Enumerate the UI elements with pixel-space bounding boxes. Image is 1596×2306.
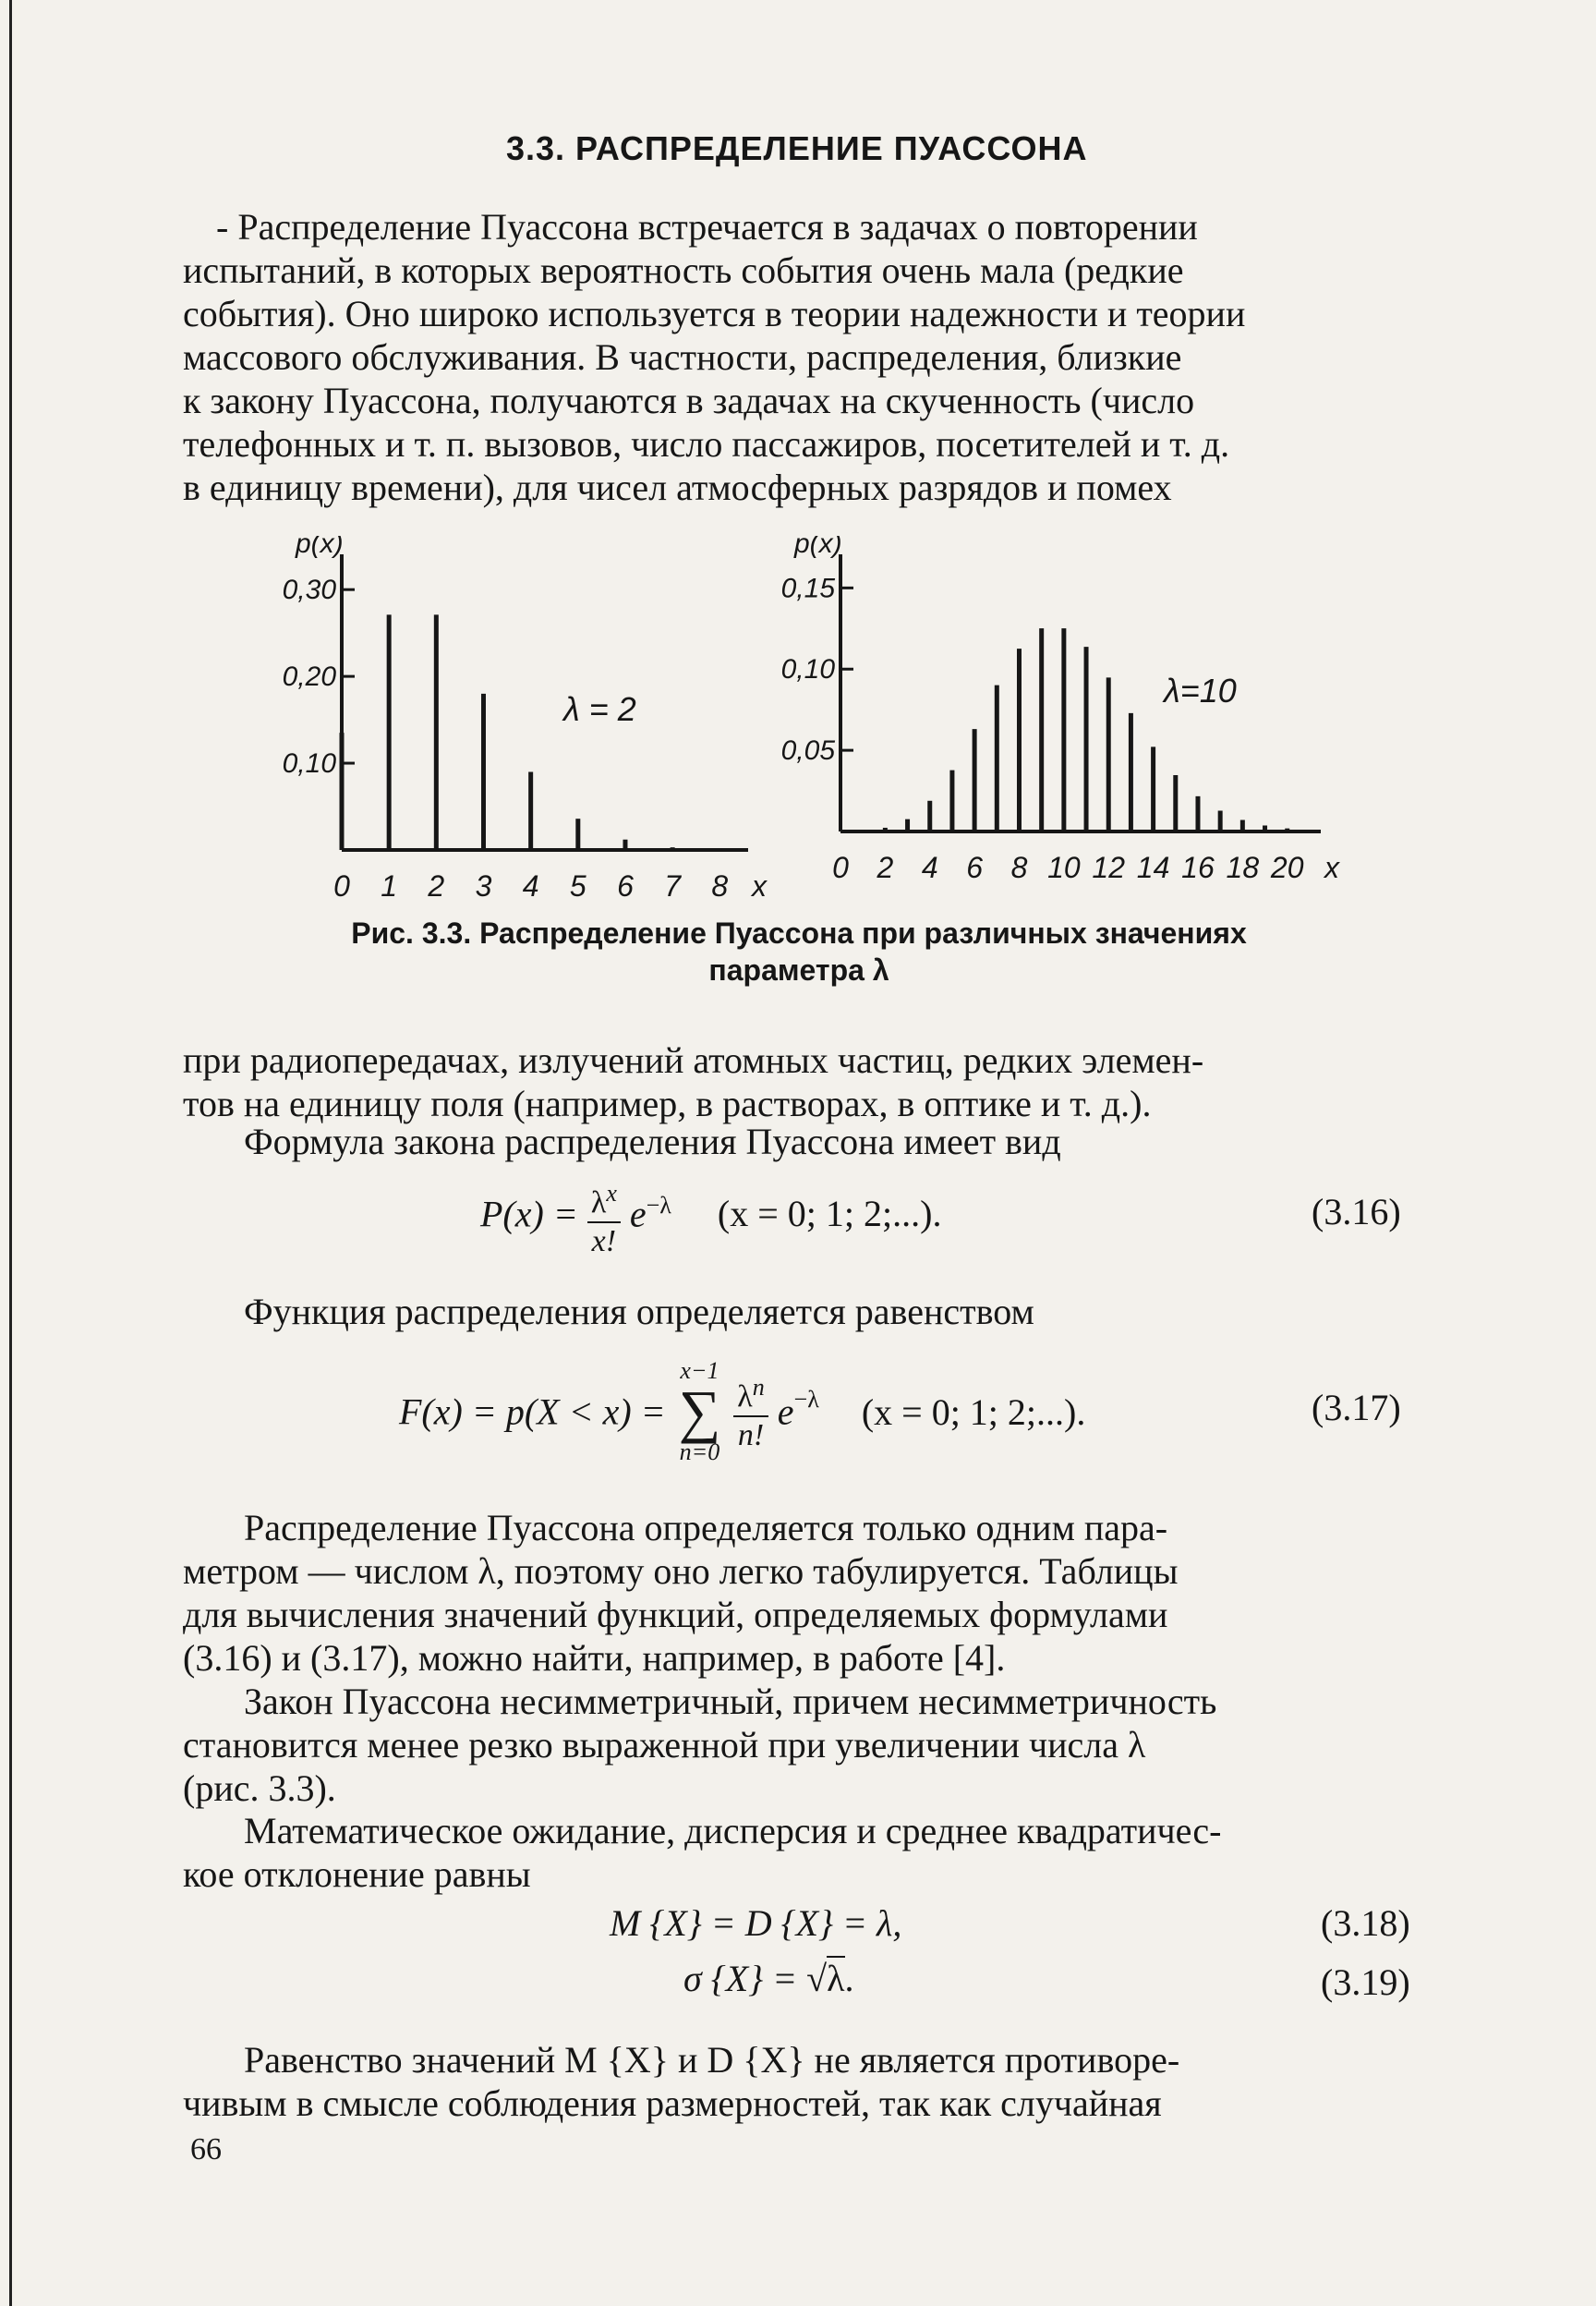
paragraph-3: Формула закона распределения Пуассона имеет вид (244, 1121, 1061, 1162)
text-line: Закон Пуассона несимметричный, причем несимметричность (244, 1681, 1217, 1722)
eq-fraction: $\frac{\lambda^n}{n!}$ (733, 1369, 768, 1454)
text-line: для вычисления значений функций, определяемых формулами (183, 1594, 1168, 1635)
x-tick-label: 12 (1092, 851, 1126, 884)
lambda-label: λ = 2 (563, 690, 636, 728)
equation-3-18: M {X} = D {X} = λ, (610, 1902, 902, 1944)
y-tick-label: 0,10 (282, 748, 336, 780)
paragraph-4: Функция распределения определяется равенством (244, 1291, 1034, 1332)
x-tick-label: 20 (1270, 851, 1304, 884)
text-line: метром — числом λ, поэтому оно легко табулируется. Таблицы (183, 1550, 1179, 1592)
equation-3-16: P(x) = $\frac{\lambda^x}{x!}$ $e^{-\lambda}$ (x = 0; 1; 2;...). (480, 1175, 941, 1260)
text-line: тов на единицу поля (например, в растворах, в оптике и т. д.). (183, 1083, 1152, 1124)
text-line: испытаний, в которых вероятность события очень мала (редкие (183, 249, 1184, 291)
x-tick-label: 5 (569, 869, 586, 903)
paragraph-2 (183, 1038, 1411, 1125)
poisson-charts (259, 536, 1348, 924)
text-line: Распределение Пуассона определяется только одним пара- (244, 1507, 1168, 1548)
y-tick-label: 0,05 (780, 735, 835, 767)
equation-number: (3.16) (1312, 1191, 1401, 1232)
x-tick-label: 6 (966, 851, 984, 884)
text-line: кое отклонение равны (183, 1853, 531, 1895)
paragraph-7 (183, 1809, 1411, 1896)
text-line: (3.16) и (3.17), можно найти, например, в работе [4]. (183, 1637, 1006, 1679)
figure-3-3 (259, 536, 1348, 924)
eq-condition: (x = 0; 1; 2;...). (717, 1193, 942, 1235)
text-line: массового обслуживания. В частности, распределения, близкие (183, 336, 1182, 378)
x-tick-label: 4 (522, 869, 539, 903)
page-number: 66 (190, 2132, 222, 2166)
text-line: события). Оно широко используется в теории надежности и теории (183, 293, 1246, 334)
y-tick-label: 0,10 (780, 654, 835, 686)
x-tick-label: 2 (877, 851, 894, 884)
x-tick-label: 18 (1226, 851, 1260, 884)
eq-condition: (x = 0; 1; 2;...). (861, 1390, 1086, 1433)
paragraph-8 (183, 2038, 1411, 2125)
x-tick-label: 16 (1181, 851, 1215, 884)
x-axis-label: x (1324, 851, 1339, 884)
x-tick-label: 8 (711, 869, 729, 903)
x-tick-label: 14 (1136, 851, 1170, 884)
paragraph-6 (183, 1680, 1411, 1810)
lambda-label: λ=10 (1164, 672, 1237, 710)
x-tick-label: 8 (1010, 851, 1028, 884)
text-line: в единицу времени), для чисел атмосферных разрядов и помех (183, 467, 1172, 508)
eq-lhs: P(x) = (480, 1193, 578, 1235)
equation-number: (3.19) (1321, 1961, 1410, 2003)
scan-left-edge (9, 0, 12, 2306)
text-line: - Распределение Пуассона встречается в задачах о повторении (216, 206, 1198, 248)
caption-line-1: Рис. 3.3. Распределение Пуассона при различных значениях (351, 916, 1247, 950)
caption-line-2: параметра λ (708, 953, 889, 987)
x-tick-label: 4 (921, 851, 938, 884)
eq-lhs: F(x) = p(X < x) = (399, 1390, 666, 1433)
eq-fraction: $\frac{\lambda^x}{x!}$ (587, 1175, 621, 1260)
y-tick-label: 0,15 (780, 573, 835, 604)
text-line: (рис. 3.3). (183, 1767, 336, 1809)
text-line: к закону Пуассона, получаются в задачах на скученность (число (183, 380, 1195, 421)
text-line: при радиопередачах, излучений атомных частиц, редких элемен- (183, 1039, 1204, 1081)
paragraph-1 (183, 205, 1411, 509)
x-tick-label: 0 (832, 851, 849, 884)
x-tick-label: 3 (475, 869, 492, 903)
sum-symbol: x−1 ∑ n=0 (678, 1357, 721, 1465)
x-tick-label: 6 (617, 869, 634, 903)
equation-3-17: F(x) = p(X < x) = x−1 ∑ n=0 $\frac{\lambda^n}{n!}$ $e^{-\lambda}$ (x = 0; 1; 2;...). (399, 1357, 1086, 1465)
equation-number: (3.18) (1321, 1902, 1410, 1944)
y-axis-label: p(x) (296, 536, 344, 559)
equation-number: (3.17) (1312, 1387, 1401, 1428)
figure-caption (277, 915, 1321, 989)
x-tick-label: 7 (664, 869, 682, 903)
text-line: становится менее резко выраженной при увеличении числа λ (183, 1724, 1146, 1766)
x-tick-label: 2 (428, 869, 445, 903)
x-tick-label: 10 (1047, 851, 1081, 884)
section-title: 3.3. РАСПРЕДЕЛЕНИЕ ПУАССОНА (506, 129, 1088, 167)
y-axis-label: p(x) (794, 536, 842, 559)
text-line: Математическое ожидание, дисперсия и среднее квадратичес- (244, 1810, 1222, 1851)
y-tick-label: 0,20 (282, 661, 336, 693)
text-line: телефонных и т. п. вызовов, число пассажиров, посетителей и т. д. (183, 423, 1230, 465)
x-tick-label: 0 (333, 869, 350, 903)
x-tick-label: 1 (381, 869, 398, 903)
x-axis-label: x (752, 869, 767, 903)
y-tick-label: 0,30 (282, 575, 336, 606)
paragraph-5 (183, 1506, 1411, 1680)
text-line: Равенство значений M {X} и D {X} не является противоре- (244, 2039, 1180, 2081)
text-line: чивым в смысле соблюдения размерностей, так как случайная (183, 2082, 1162, 2124)
equation-3-19: σ {X} = √λ. (683, 1958, 854, 1999)
